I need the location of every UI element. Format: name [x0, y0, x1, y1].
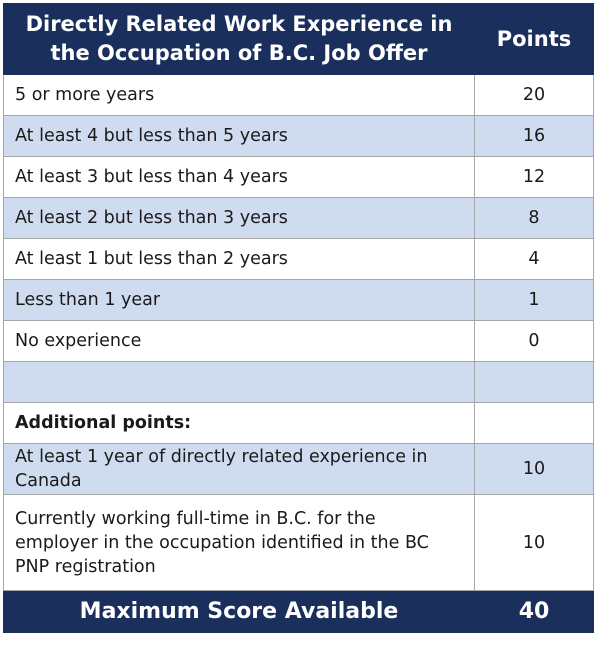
- table-row: [4, 116, 594, 157]
- row-points: 10: [475, 495, 594, 591]
- header-points: Points: [475, 4, 594, 75]
- row-label: At least 2 but less than 3 years: [4, 198, 475, 239]
- row-points: 4: [475, 239, 594, 280]
- row-label: At least 4 but less than 5 years: [4, 116, 475, 157]
- footer-points: 40: [475, 591, 594, 633]
- row-points: 16: [475, 116, 594, 157]
- row-label: At least 1 year of directly related experience in Canada: [4, 444, 475, 495]
- row-points: 20: [475, 75, 594, 116]
- points-table-container: [3, 3, 594, 633]
- table-header-row: [4, 4, 594, 75]
- table-row: [4, 198, 594, 239]
- row-label: No experience: [4, 321, 475, 362]
- table-row-section-heading: [4, 403, 594, 444]
- table-row: [4, 239, 594, 280]
- row-label: 5 or more years: [4, 75, 475, 116]
- row-points: 0: [475, 321, 594, 362]
- row-points: 8: [475, 198, 594, 239]
- points-table: [3, 3, 594, 633]
- row-points: [475, 403, 594, 444]
- table-footer-row: [4, 591, 594, 633]
- row-label: Less than 1 year: [4, 280, 475, 321]
- table-row-empty: [4, 362, 594, 403]
- table-row: [4, 75, 594, 116]
- table-row: [4, 321, 594, 362]
- row-label: At least 1 but less than 2 years: [4, 239, 475, 280]
- row-points: 1: [475, 280, 594, 321]
- row-points: [475, 362, 594, 403]
- footer-label: Maximum Score Available: [4, 591, 475, 633]
- row-label: At least 3 but less than 4 years: [4, 157, 475, 198]
- table-row: [4, 444, 594, 495]
- table-row: [4, 280, 594, 321]
- header-experience: Directly Related Work Experience in the Occupation of B.C. Job Offer: [4, 4, 475, 75]
- row-points: 12: [475, 157, 594, 198]
- table-row: [4, 495, 594, 591]
- table-row: [4, 157, 594, 198]
- row-label: [4, 362, 475, 403]
- row-label: Currently working full-time in B.C. for the employer in the occupation identified in the BC PNP registration: [4, 495, 475, 591]
- row-label: Additional points:: [4, 403, 475, 444]
- row-points: 10: [475, 444, 594, 495]
